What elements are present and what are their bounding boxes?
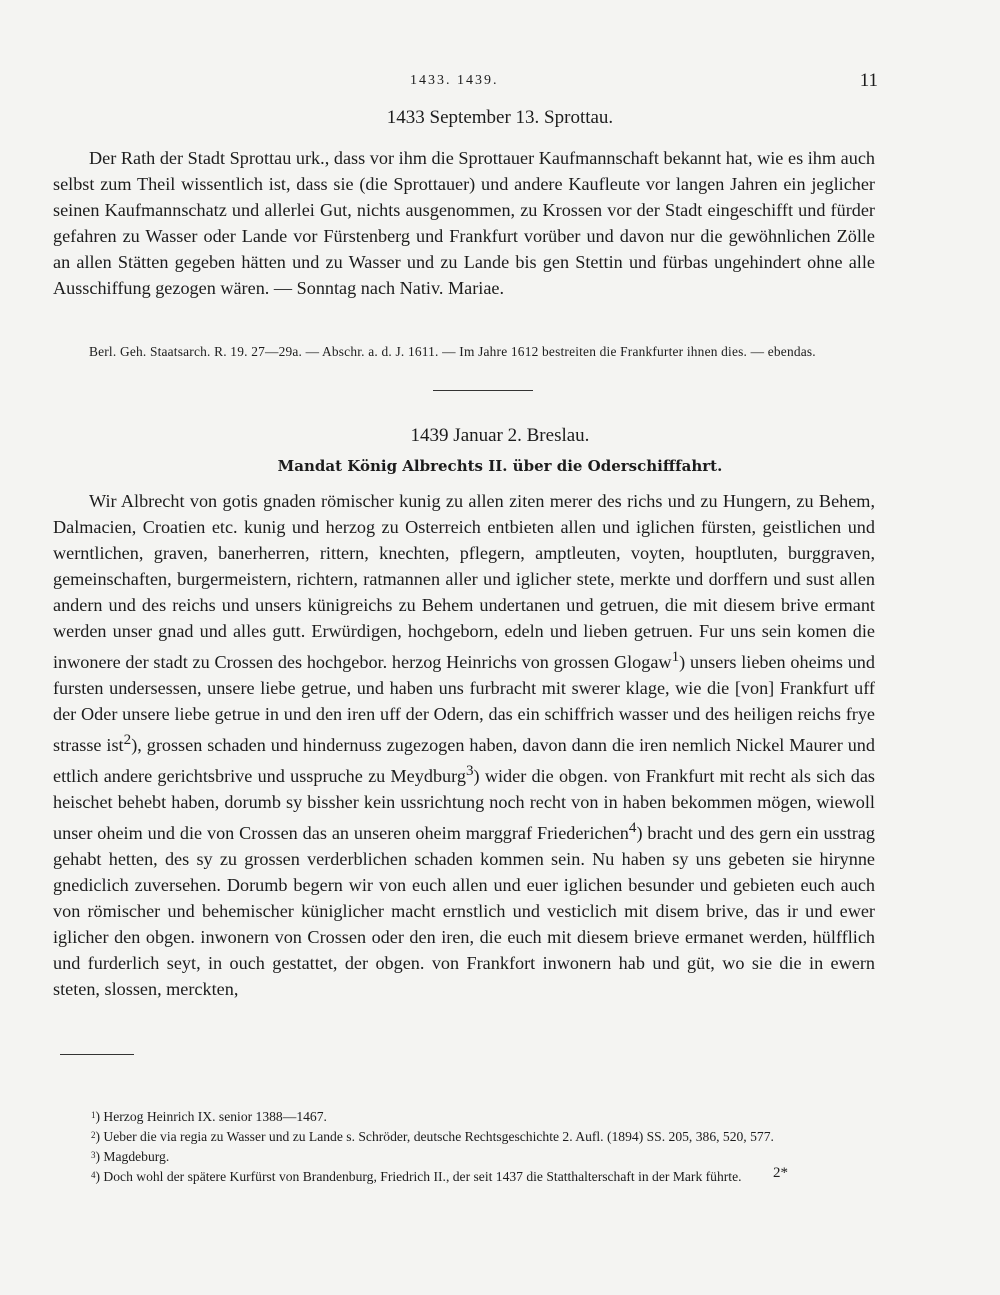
footnote-ref: 4 — [628, 819, 637, 837]
footnote-item — [53, 1166, 875, 1186]
footnote-mark: 4 — [91, 1170, 96, 1180]
footnote-text: ) Herzog Heinrich IX. senior 1388—1467. — [95, 1109, 327, 1124]
footnote-item — [53, 1126, 875, 1146]
footnote-text: ) Doch wohl der spätere Kurfürst von Brandenburg, Friedrich II., der seit 1437 die Statthalterschaft in der Mark führte. — [95, 1169, 742, 1184]
footnote-ref: 3 — [465, 762, 474, 780]
entry2-subheading: Mandat König Albrechts II. über die Oderschifffahrt. — [277, 457, 723, 475]
entry2-text-part: ) bracht und des gern ein usstrag gehabt hetten, des sy zu grossen verderblichen schaden kommen sein. Nu haben sy uns gebeten sie hirynne gnediclich zuversehen. Dorumb begern wir von euch allen und euer iglichen besunder und gebieten euch auch von römischer und behemischer küniglicher macht ernstlich und vesticlich mit disem brive, das ir und ewer iglicher den obgen. inwonern von Crossen oder den iren, die euch mit diesem brieve ermanet werden, hülfflich und furderlich seyt, in ouch gestattet, der obgen. von Frankfort inwonern hab und güt, wo sie die in ewern steten, slossen, merckten, — [53, 823, 875, 1000]
footnotes — [53, 1106, 875, 1186]
entry2-text-part: ) wider die obgen. von Frankfurt mit recht als sich das heischet behebt haben, dorumb sy bissher kein ussrichtung noch recht von in haben bekommen mögen, wiewoll unser oheim und die von Crossen das an unseren oheim marggraf Friederichen — [53, 766, 875, 844]
footnote-mark: 1 — [91, 1110, 96, 1120]
entry2-text-part: Wir Albrecht von gotis gnaden römischer kunig zu allen ziten merer des richs und zu Hungern, zu Behem, Dalmacien, Croatien etc. kunig und herzog zu Osterreich entbieten allen und iglichen fürsten, geistlichen und werntlichen, graven, banerherren, rittern, knechten, pflegern, amptleuten, voyten, houptluten, burggraven, gemeinschaften, burgermeistern, richtern, ratmannen aller und iglicher stete, merkte und dorffern und sust allen andern und des reichs und unsers künigreichs zu Behem undertanen und getruen, die mit diesem brive ermant werden unser gnad und alles gutt. Erwürdigen, hochgeborn, edeln und lieben getruen. Fur uns sein komen die inwonere der stadt zu Crossen des hochgebor. herzog Heinrichs von grossen Glogaw — [53, 491, 875, 673]
entry2-text — [53, 488, 875, 1002]
entry2-text-part: ) unsers lieben oheims und fursten undersessen, unsere liebe getrue, und haben uns furbracht mit swerer klage, wie die [von] Frankfurt uff der Oder unsere liebe getrue in und den iren uff der Odern, das ein schiffrich wasser und des heiligen reichs frye strasse ist — [53, 652, 875, 756]
footnote-item — [53, 1146, 875, 1166]
running-head-years: 1433. 1439. — [410, 73, 499, 88]
section-divider — [433, 390, 533, 391]
entry2-heading: 1439 Januar 2. Breslau. — [410, 425, 590, 446]
footnote-item — [53, 1106, 875, 1126]
entry1-source-note: Berl. Geh. Staatsarch. R. 19. 27—29a. — Abschr. a. d. J. 1611. — Im Jahre 1612 bestreiten die Frankfurter ihnen dies. — ebendas. — [89, 344, 816, 359]
entry1-text: Der Rath der Stadt Sprottau urk., dass vor ihm die Sprottauer Kaufmannschaft bekannt hat, wie es ihm auch selbst zum Theil wissentlich ist, dass sie (die Sprottauer) und andere Kaufleute vor langen Jahren ein jeglicher seinen Kaufmannschatz und allerlei Gut, nichts ausgenommen, zu Krossen vor der Stadt eingeschifft und fürder gefahren zu Wasser oder Lande vor Fürstenberg und Frankfurt vorüber und davon nur die gewöhnlichen Zölle an allen Stätten gegeben hätten und zu Wasser und zu Lande bis gen Stettin und fürbas ungehindert ohne alle Ausschiffung gezogen wären. — Sonntag nach Nativ. Mariae. — [53, 148, 875, 298]
footnote-ref: 1 — [671, 648, 680, 665]
footnote-ref: 2 — [123, 731, 132, 749]
footnote-text: ) Magdeburg. — [95, 1149, 170, 1164]
page-number: 11 — [859, 70, 878, 91]
footnote-mark: 3 — [91, 1150, 96, 1160]
footnote-mark: 2 — [91, 1130, 96, 1140]
entry1-heading: 1433 September 13. Sprottau. — [386, 107, 614, 128]
signature-mark: 2* — [773, 1165, 788, 1181]
footnote-text: ) Ueber die via regia zu Wasser und zu Lande s. Schröder, deutsche Rechtsgeschichte 2. Aufl. (1894) SS. 205, 386, 520, 577. — [95, 1129, 774, 1144]
footnote-divider — [60, 1054, 134, 1055]
entry2-text-part: ), grossen schaden und hindernuss zugezogen haben, davon dann die iren nemlich Nickel Maurer und ettlich andere gerichtsbrive und usspruche zu Meydburg — [53, 735, 875, 787]
running-head — [0, 70, 1000, 94]
